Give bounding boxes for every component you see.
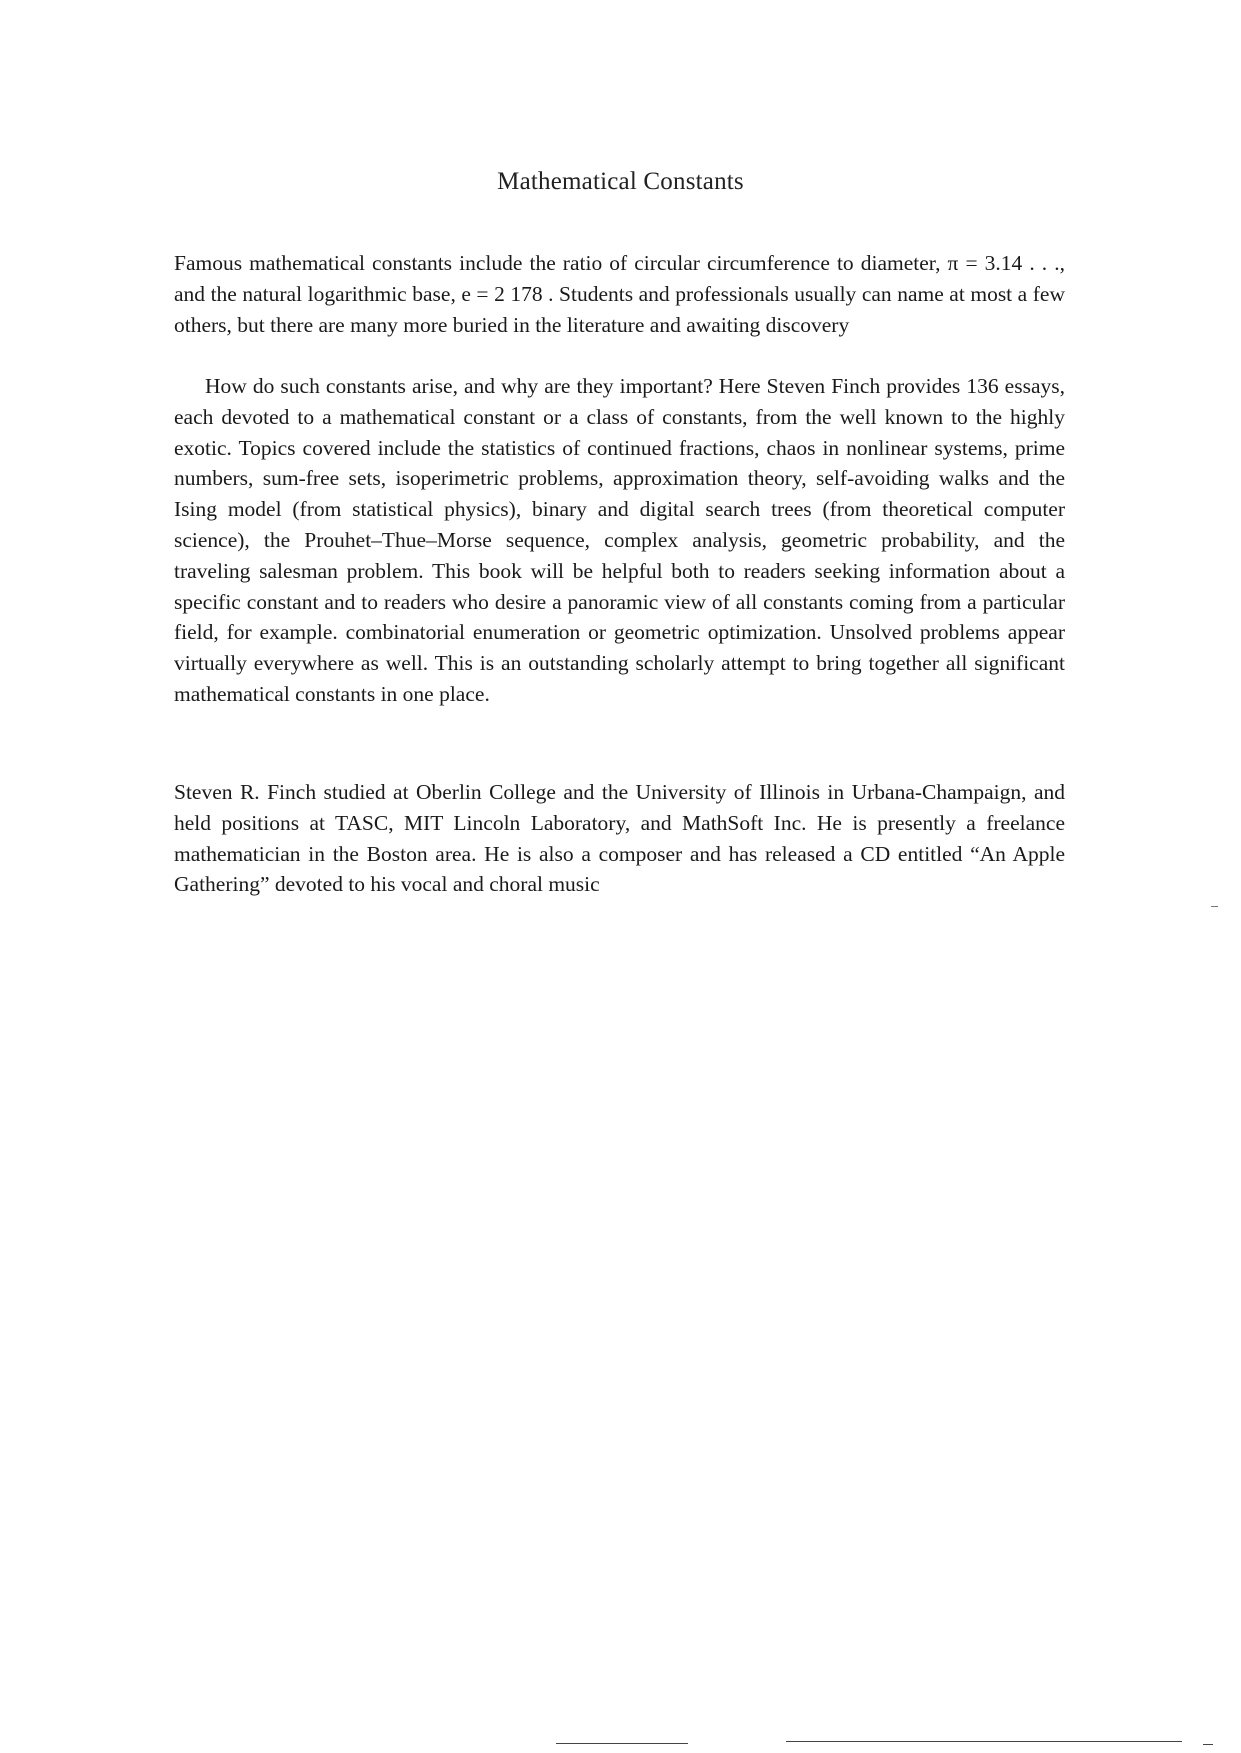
scan-artifact-line [556, 1743, 688, 1744]
author-bio-paragraph: Steven R. Finch studied at Oberlin College and the University of Illinois in Urbana-Champaign, and held positions at TASC, MIT Lincoln Laboratory, and MathSoft Inc. He is presently a freelance mathematician in the Boston area. He is also a composer and has released a CD entitled “An Apple Gathering” devoted to his vocal and choral music [174, 780, 1065, 897]
intro-paragraph: Famous mathematical constants include the ratio of circular circumference to diameter, π = 3.14 . . ., and the natural logarithmic base, e = 2 178 . Students and professionals usually can name at most a few others, but there are many more buried in the literature and awaiting discovery [174, 251, 1065, 337]
scan-artifact-line [786, 1741, 1182, 1742]
description-paragraph: How do such constants arise, and why are they important? Here Steven Finch provides 136 essays, each devoted to a mathematical constant or a class of constants, from the well known to the highly exotic. Topics covered include the statistics of continued fractions, chaos in nonlinear systems, prime numbers, sum-free sets, isoperimetric problems, approximation theory, self-avoiding walks and the Ising model (from statistical physics), binary and digital search trees (from theoretical computer science), the Prouhet–Thue–Morse sequence, complex analysis, geometric probability, and the traveling salesman problem. This book will be helpful both to readers seeking information about a specific constant and to readers who desire a panoramic view of all constants coming from a particular field, for example. combinatorial enumeration or geometric optimization. Unsolved problems appear virtually everywhere as well. This is an outstanding scholarly attempt to bring together all significant mathematical constants in one place. [174, 374, 1065, 706]
scan-artifact-mark [1211, 906, 1218, 907]
page-title: Mathematical Constants [497, 168, 744, 195]
scan-artifact-line [1203, 1744, 1213, 1745]
